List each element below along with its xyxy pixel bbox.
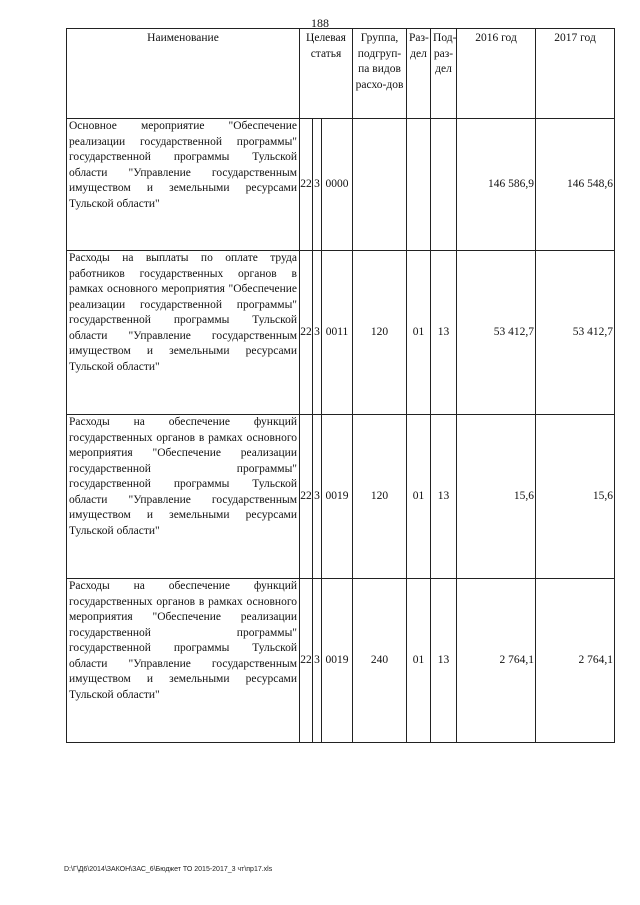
row-section bbox=[407, 119, 431, 251]
row-amount-2016: 15,6 bbox=[457, 415, 536, 579]
row-direction-code: 0011 bbox=[322, 251, 353, 415]
row-subprogram-code: 3 bbox=[313, 119, 322, 251]
page-number: 188 bbox=[311, 16, 329, 30]
row-program-code: 22 bbox=[300, 415, 313, 579]
header-row bbox=[67, 29, 615, 119]
row-name: Расходы на обеспечение функций государственных органов в рамках основного мероприятия "Обеспечение реализации государственной программы" государственной программы Тульской области "Управление государственным имуществом и земельными ресурсами Тульской области" bbox=[67, 415, 300, 579]
header-expense-group: Группа, подгруп-па видов расхо-дов bbox=[353, 29, 407, 119]
row-direction-code: 0019 bbox=[322, 579, 353, 743]
row-name: Основное мероприятие "Обеспечение реализации государственной программы" государственной программы Тульской области "Управление государственным имуществом и земельными ресурсами Тульской области" bbox=[67, 119, 300, 251]
row-subprogram-code: 3 bbox=[313, 415, 322, 579]
row-subprogram-code: 3 bbox=[313, 579, 322, 743]
header-subsection: Под-раз-дел bbox=[431, 29, 457, 119]
header-section: Раз-дел bbox=[407, 29, 431, 119]
header-name: Наименование bbox=[67, 29, 300, 119]
row-name: Расходы на обеспечение функций государственных органов в рамках основного мероприятия "Обеспечение реализации государственной программы" государственной программы Тульской области "Управление государственным имуществом и земельными ресурсами Тульской области" bbox=[67, 579, 300, 743]
row-amount-2016: 146 586,9 bbox=[457, 119, 536, 251]
row-name: Расходы на выплаты по оплате труда работников государственных органов в рамках основного мероприятия "Обеспечение реализации государственной программы" государственной программы Тульской области "Управление государственным имуществом и земельными ресурсами Тульской области" bbox=[67, 251, 300, 415]
row-subsection: 13 bbox=[431, 579, 457, 743]
header-target-article: Целевая статья bbox=[300, 29, 353, 119]
header-2016: 2016 год bbox=[457, 29, 536, 119]
row-amount-2017: 15,6 bbox=[536, 415, 615, 579]
row-expense-group: 240 bbox=[353, 579, 407, 743]
row-expense-group: 120 bbox=[353, 415, 407, 579]
table-row bbox=[67, 579, 615, 743]
row-subprogram-code: 3 bbox=[313, 251, 322, 415]
row-amount-2017: 146 548,6 bbox=[536, 119, 615, 251]
row-program-code: 22 bbox=[300, 251, 313, 415]
row-section: 01 bbox=[407, 579, 431, 743]
row-program-code: 22 bbox=[300, 119, 313, 251]
file-path-footer: D:\Г\Д6\2014\ЗАКОН\ЗАС_6\Бюджет ТО 2015-2017_3 чт\пр17.xls bbox=[64, 866, 273, 873]
row-amount-2016: 2 764,1 bbox=[457, 579, 536, 743]
row-subsection bbox=[431, 119, 457, 251]
row-subsection: 13 bbox=[431, 415, 457, 579]
row-direction-code: 0000 bbox=[322, 119, 353, 251]
table-row bbox=[67, 415, 615, 579]
header-2017: 2017 год bbox=[536, 29, 615, 119]
budget-table bbox=[66, 28, 615, 743]
row-amount-2017: 53 412,7 bbox=[536, 251, 615, 415]
row-subsection: 13 bbox=[431, 251, 457, 415]
row-amount-2016: 53 412,7 bbox=[457, 251, 536, 415]
row-section: 01 bbox=[407, 415, 431, 579]
table-row bbox=[67, 251, 615, 415]
row-expense-group bbox=[353, 119, 407, 251]
row-program-code: 22 bbox=[300, 579, 313, 743]
row-direction-code: 0019 bbox=[322, 415, 353, 579]
table-row bbox=[67, 119, 615, 251]
row-section: 01 bbox=[407, 251, 431, 415]
row-amount-2017: 2 764,1 bbox=[536, 579, 615, 743]
row-expense-group: 120 bbox=[353, 251, 407, 415]
